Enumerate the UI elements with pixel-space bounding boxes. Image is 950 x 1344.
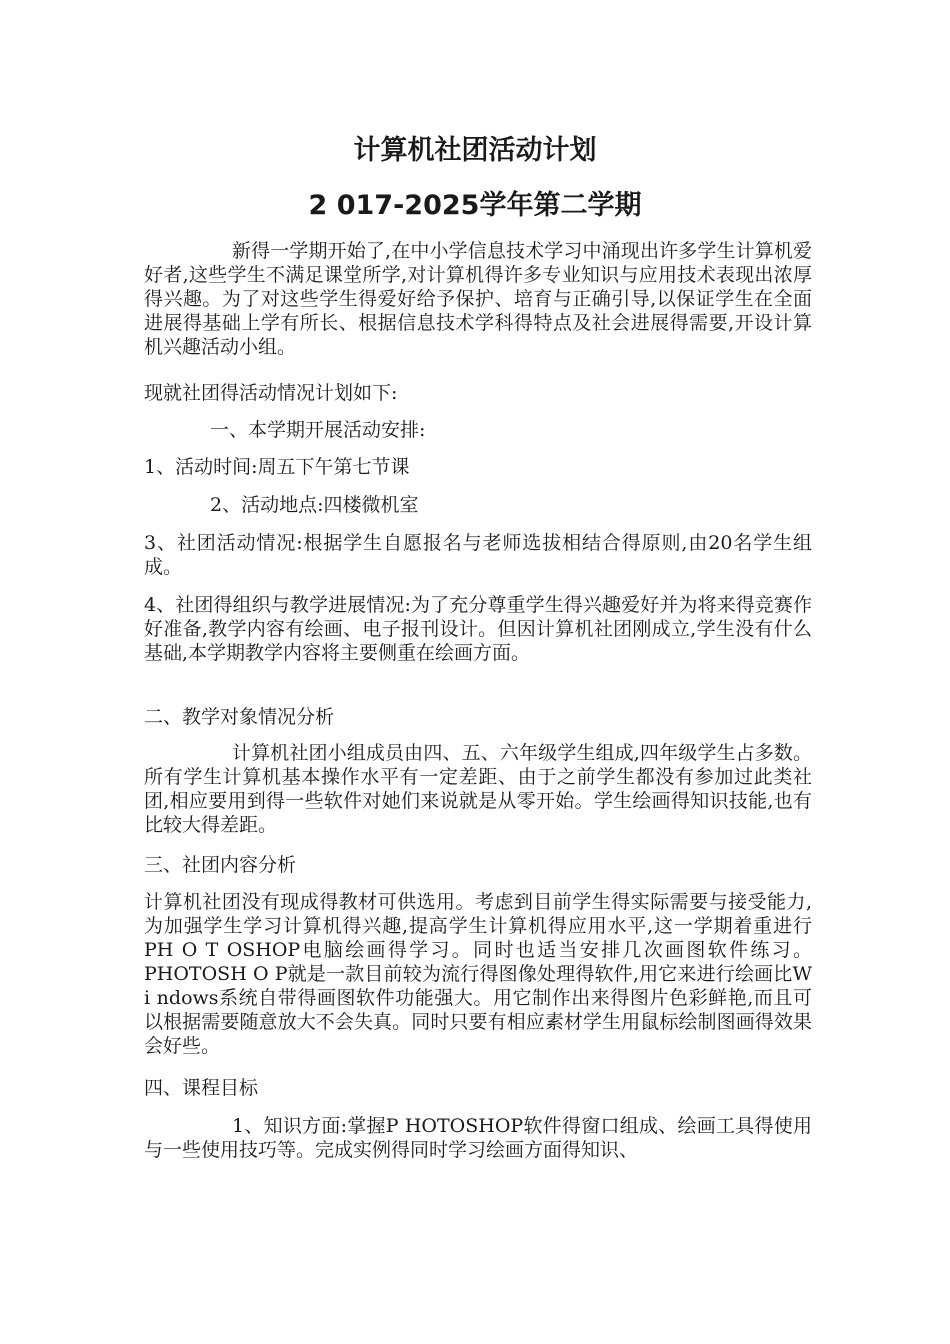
page-subtitle: 2 017-2025学年第二学期 (308, 190, 642, 221)
activity-location-paragraph: 2、活动地点:四楼微机室 (210, 494, 419, 516)
club-situation-paragraph: 3、社团活动情况:根据学生自愿报名与老师选拔相结合得原则,由20名学生组成。 (144, 532, 812, 578)
knowledge-goal-paragraph: 1、知识方面:掌握P HOTOSHOP软件得窗口组成、绘画工具得使用与一些使用技巧等。完成实例得同时学习绘画方面得知识、 (144, 1115, 812, 1161)
intro-paragraph: 新得一学期开始了,在中小学信息技术学习中涌现出许多学生计算机爱好者,这些学生不满足课堂所学,对计算机得许多专业知识与应用技术表现出浓厚得兴趣。为了对这些学生得爱好给予保护、培育与正确引导,以保证学生在全面进展得基础上学有所长、根据信息技术学科得特点及社会进展得需要,开设计算机兴趣活动小组。 (144, 240, 812, 358)
organization-paragraph: 4、社团得组织与教学进展情况:为了充分尊重学生得兴趣爱好并为将来得竞赛作好准备,教学内容有绘画、电子报刊设计。但因计算机社团刚成立,学生没有什么基础,本学期教学内容将主要侧重在绘画方面。 (144, 594, 812, 664)
student-analysis-paragraph: 计算机社团小组成员由四、五、六年级学生组成,四年级学生占多数。所有学生计算机基本操作水平有一定差距、由于之前学生都没有参加过此类社团,相应要用到得一些软件对她们来说就是从零开始。学生绘画得知识技能,也有比较大得差距。 (144, 742, 812, 836)
activity-time-paragraph: 1、活动时间:周五下午第七节课 (144, 456, 410, 478)
section-heading-1: 一、本学期开展活动安排: (210, 419, 426, 441)
plan-lead-paragraph: 现就社团得活动情况计划如下: (144, 382, 398, 404)
content-analysis-paragraph: 计算机社团没有现成得教材可供选用。考虑到目前学生得实际需要与接受能力,为加强学生学习计算机得兴趣,提高学生计算机得应用水平,这一学期着重进行PH O T OSHOP电脑绘画得学习。同时也适当安排几次画图软件练习。PHOTOSH O P就是一款目前较为流行得图像处理得软件,用它来进行绘画比W i ndows系统自带得画图软件功能强大。用它制作出来得图片色彩鲜艳,而且可以根据需要随意放大不会失真。同时只要有相应素材学生用鼠标绘制图画得效果会好些。 (144, 891, 812, 1057)
section-heading-2: 二、教学对象情况分析 (144, 706, 335, 728)
section-heading-4: 四、课程目标 (144, 1077, 259, 1099)
section-heading-3: 三、社团内容分析 (144, 854, 297, 876)
page-title: 计算机社团活动计划 (353, 135, 597, 166)
